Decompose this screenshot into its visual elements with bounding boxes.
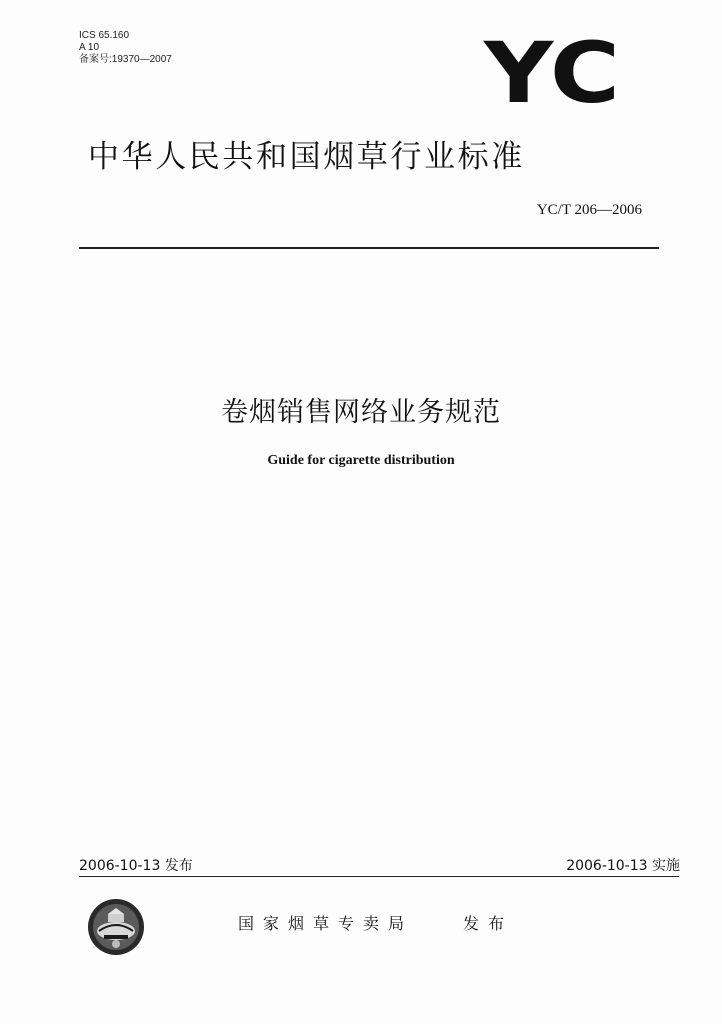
- document-title-en: Guide for cigarette distribution: [267, 453, 455, 468]
- header-divider: [79, 247, 659, 249]
- classification-block: [79, 30, 172, 66]
- standard-code: YC/T 206—2006: [536, 202, 642, 218]
- publish-label: 发布: [463, 914, 514, 933]
- footer-divider: [79, 876, 679, 877]
- national-emblem-icon: [86, 897, 146, 957]
- yc-logo: [483, 34, 621, 106]
- ccs-code: A 10: [79, 42, 100, 53]
- issue-date: 2006-10-13 发布: [79, 858, 193, 874]
- document-title-cn: 卷烟销售网络业务规范: [221, 397, 501, 428]
- record-number: 备案号:19370—2007: [79, 54, 172, 65]
- implementation-date: 2006-10-13 实施: [566, 858, 680, 874]
- standard-category-title: 中华人民共和国烟草行业标准: [88, 139, 525, 175]
- publisher-name: 国家烟草专卖局: [238, 914, 414, 933]
- ics-code: ICS 65.160: [79, 30, 130, 41]
- yc-logo-text: YC: [483, 34, 620, 106]
